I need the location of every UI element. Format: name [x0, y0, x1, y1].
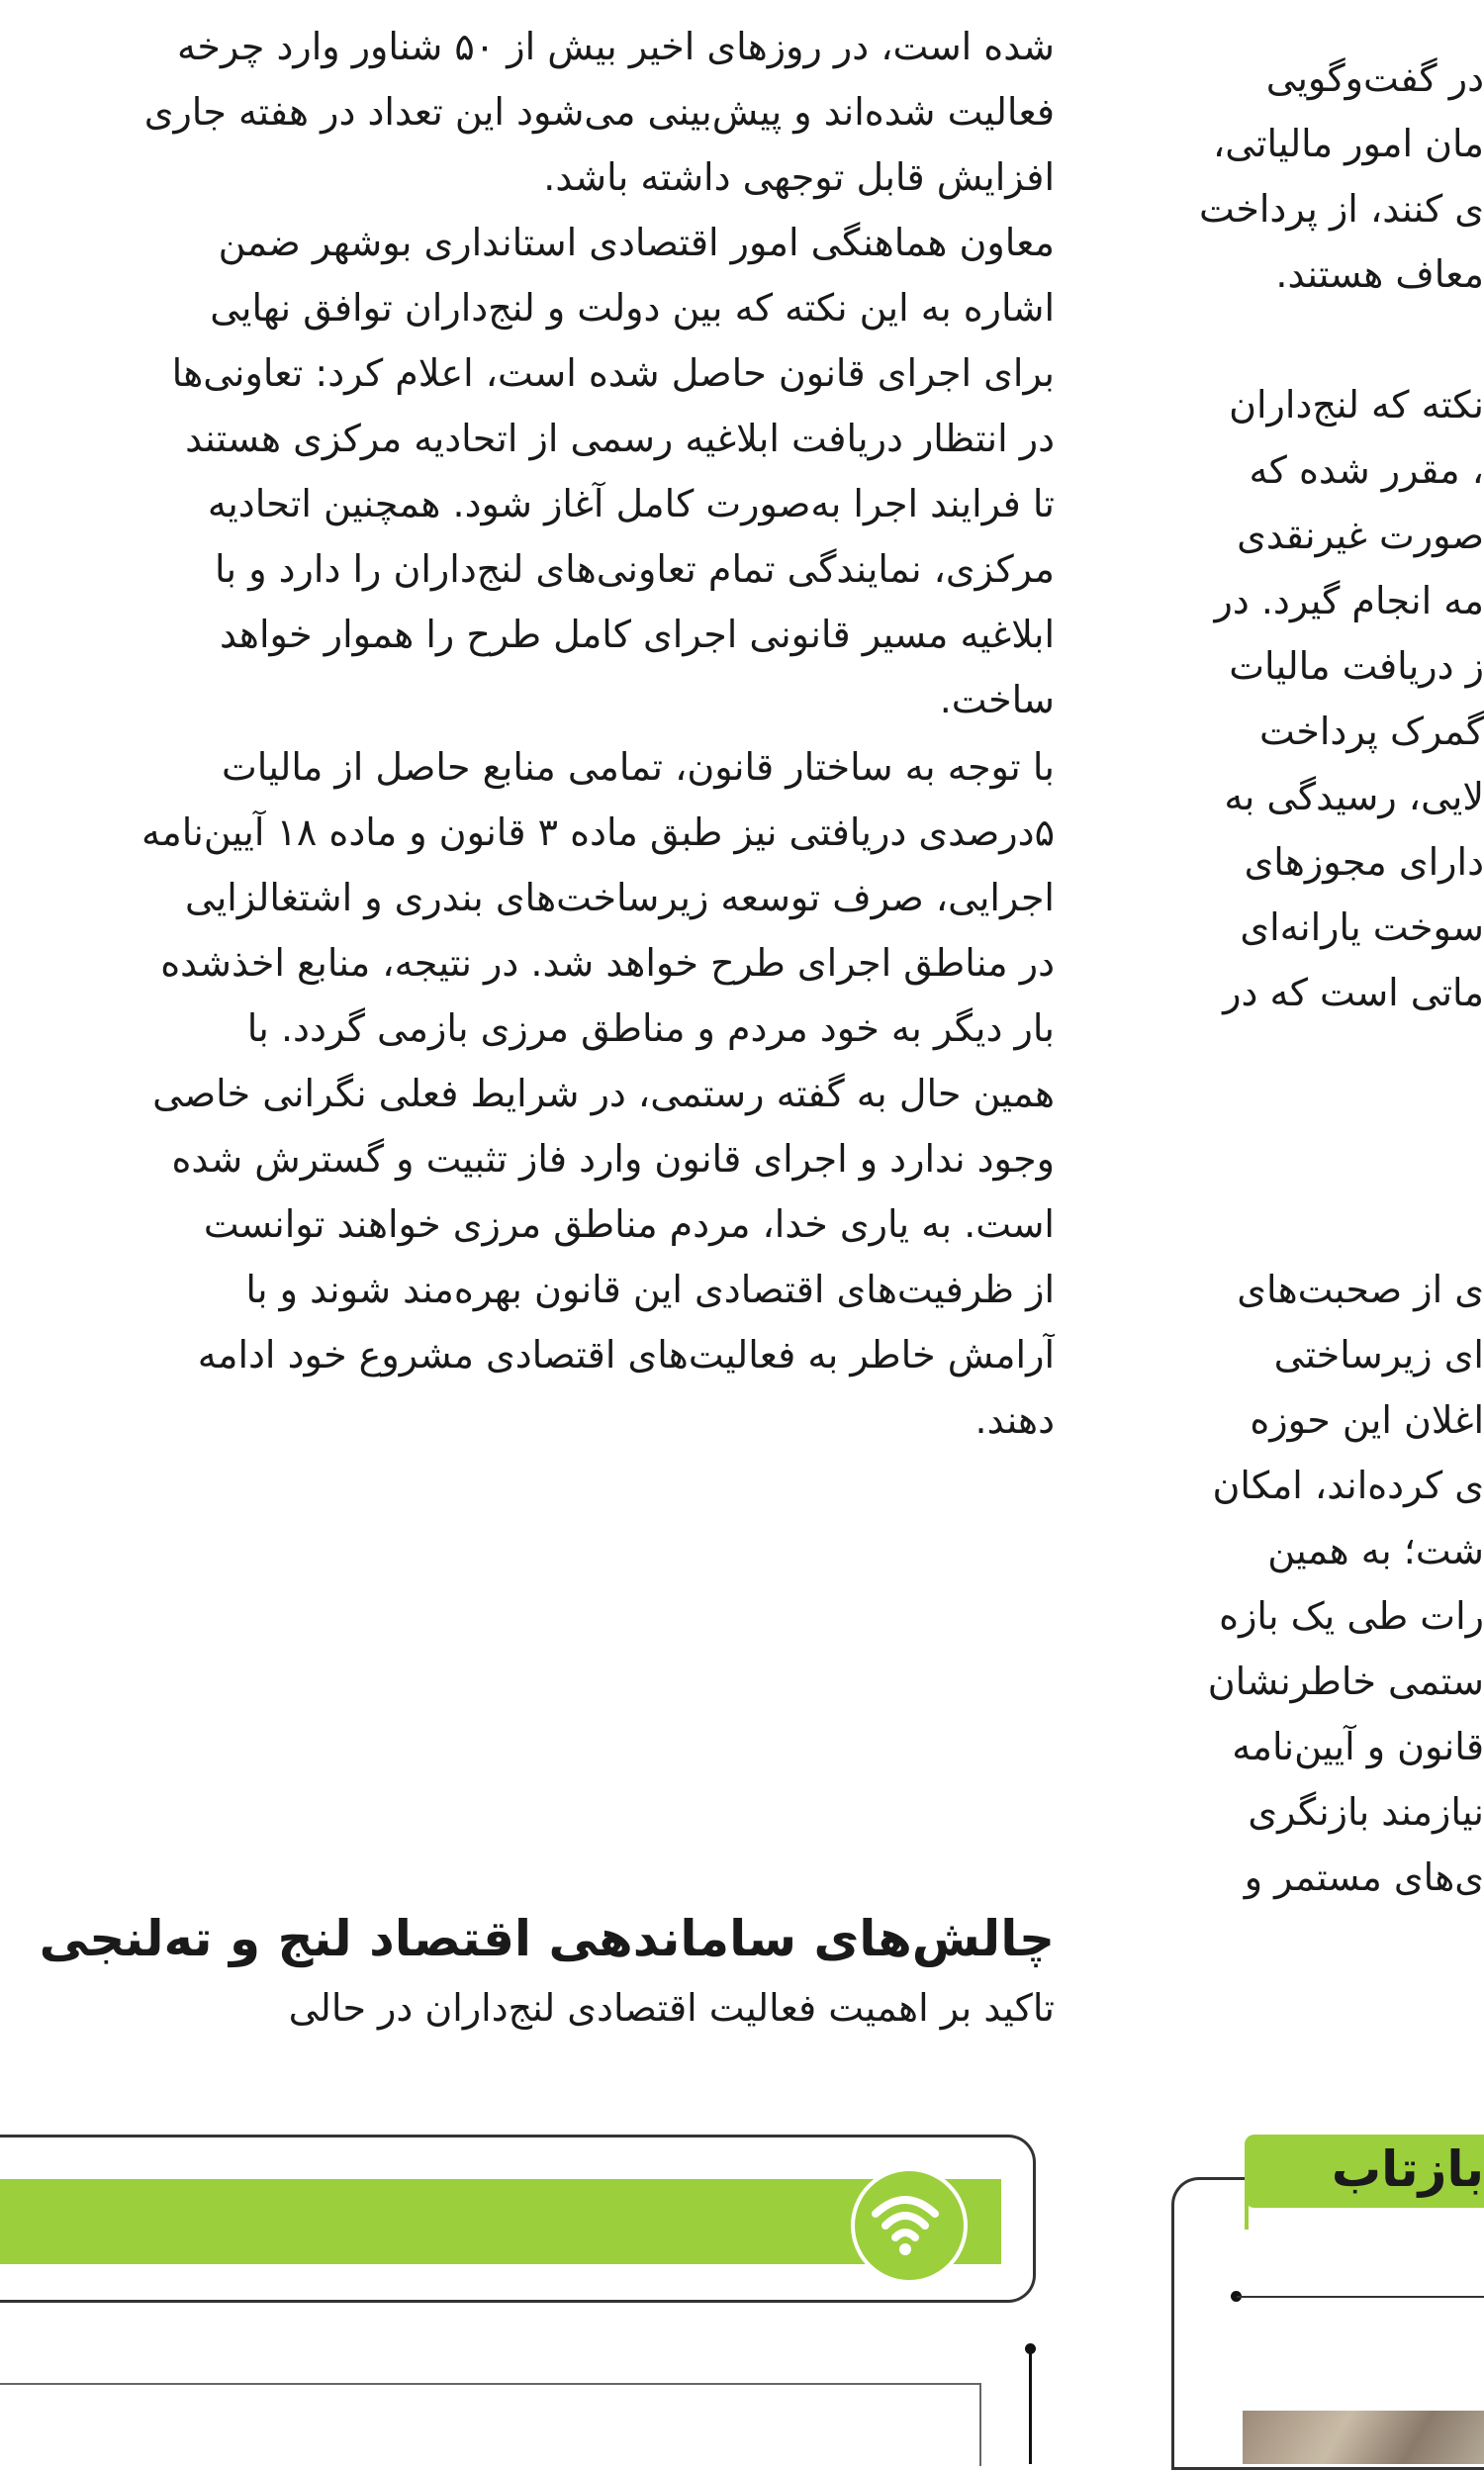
wifi-icon [851, 2167, 968, 2284]
text-line: برای اجرای قانون حاصل شده است، اعلام کرد: تعاونی‌ها [171, 351, 1055, 395]
text-line: ی کنند، از پرداخت [1199, 187, 1484, 231]
paragraph-3 [0, 734, 1055, 1453]
text-line: مرکزی، نمایندگی تمام تعاونی‌های لنج‌داران را دارد و با [214, 547, 1055, 591]
text-line: مه انجام گیرد. در [1214, 579, 1484, 622]
text-line: در انتظار دریافت ابلاغیه رسمی از اتحادیه مرکزی هستند [185, 417, 1055, 460]
image-frame [0, 2383, 981, 2466]
text-line: اشاره به این نکته که بین دولت و لنج‌داران توافق نهایی [210, 286, 1055, 330]
text-line: اجرایی، صرف توسعه زیرساخت‌های بندری و اشتغالزایی [185, 876, 1055, 919]
text-line: مان امور مالیاتی، [1213, 122, 1484, 165]
side-box-title: بازتاب [1331, 2140, 1484, 2198]
text-line: ز دریافت مالیات [1229, 644, 1484, 688]
text-line: گمرک پرداخت [1259, 710, 1484, 753]
text-line: ۵درصدی دریافتی نیز طبق ماده ۳ قانون و ماده ۱۸ آیین‌نامه [141, 810, 1055, 854]
side-photo [1243, 2411, 1484, 2464]
text-line: تا فرایند اجرا به‌صورت کامل آغاز شود. همچنین اتحادیه [207, 482, 1055, 525]
text-line: ی‌های مستمر و [1244, 1855, 1484, 1899]
side-paragraph-2 [1138, 372, 1484, 1025]
paragraph-4 [0, 1975, 1055, 2041]
green-banner-box [0, 2135, 1036, 2303]
text-line: نکته که لنج‌داران [1229, 383, 1484, 427]
text-line: در گفت‌وگویی [1265, 56, 1484, 100]
wifi-icon-graphic [870, 2188, 941, 2257]
text-line: ی از صحبت‌های [1237, 1268, 1484, 1311]
text-line: رات طی یک بازه [1219, 1594, 1484, 1638]
side-paragraph-1 [1138, 46, 1484, 307]
text-line: افزایش قابل توجهی داشته باشد. [543, 155, 1055, 199]
paragraph-2 [0, 210, 1055, 732]
side-article-column [1138, 0, 1484, 2464]
text-line: اغلان این حوزه [1250, 1398, 1484, 1442]
side-rule [1237, 2296, 1484, 2298]
text-line: شده است، در روزهای اخیر بیش از ۵۰ شناور وارد چرخه [177, 25, 1055, 68]
text-line: است. به یاری خدا، مردم مناطق مرزی خواهند توانست [203, 1202, 1055, 1246]
text-line: ، مقرر شده که [1249, 448, 1484, 492]
text-line: لایی، رسیدگی به [1224, 775, 1484, 818]
text-line: تاکید بر اهمیت فعالیت اقتصادی لنج‌داران در حالی [288, 1986, 1055, 2030]
side-paragraph-3 [1138, 1257, 1484, 1910]
text-line: از ظرفیت‌های اقتصادی این قانون بهره‌مند شوند و با [245, 1268, 1055, 1311]
text-line: ابلاغیه مسیر قانونی اجرای کامل طرح را هموار خواهد [219, 613, 1055, 656]
text-line: همین حال به گفته رستمی، در شرایط فعلی نگرانی خاصی [152, 1072, 1055, 1115]
text-line: معاف هستند. [1275, 252, 1484, 296]
text-line: ساخت. [939, 678, 1055, 721]
paragraph-1 [0, 14, 1055, 210]
text-line: فعالیت شده‌اند و پیش‌بینی می‌شود این تعداد در هفته جاری [143, 90, 1055, 134]
text-line: صورت غیرنقدی [1237, 514, 1484, 557]
text-line: ماتی است که در [1223, 971, 1484, 1014]
text-line: دارای مجوزهای [1244, 840, 1484, 884]
text-line: ی کرده‌اند، امکان [1212, 1464, 1484, 1507]
text-line: در مناطق اجرای طرح خواهد شد. در نتیجه، منابع اخذشده [160, 941, 1055, 985]
text-line: نیازمند بازنگری [1248, 1790, 1484, 1834]
text-line: قانون و آیین‌نامه [1232, 1725, 1484, 1768]
text-line: شت؛ به همین [1267, 1529, 1484, 1572]
section-heading: چالش‌های ساماندهی اقتصاد لنج و ته‌لنجی [39, 1910, 1055, 1967]
text-line: وجود ندارد و اجرای قانون وارد فاز تثبیت و گسترش شده [171, 1137, 1055, 1181]
text-line: معاون هماهنگی امور اقتصادی استانداری بوشهر ضمن [218, 221, 1055, 264]
text-line: ستمی خاطرنشان [1207, 1660, 1484, 1703]
text-line: با توجه به ساختار قانون، تمامی منابع حاصل از مالیات [221, 745, 1055, 789]
tab-ornament [1245, 2135, 1270, 2230]
text-line: سوخت یارانه‌ای [1240, 905, 1484, 949]
text-line: دهند. [974, 1398, 1055, 1442]
vertical-rule [1029, 2350, 1032, 2464]
text-line: آرامش خاطر به فعالیت‌های اقتصادی مشروع خود ادامه [197, 1333, 1055, 1377]
text-line: بار دیگر به خود مردم و مناطق مرزی بازمی گردد. با [246, 1006, 1055, 1050]
text-line: ای زیرساختی [1273, 1333, 1484, 1377]
